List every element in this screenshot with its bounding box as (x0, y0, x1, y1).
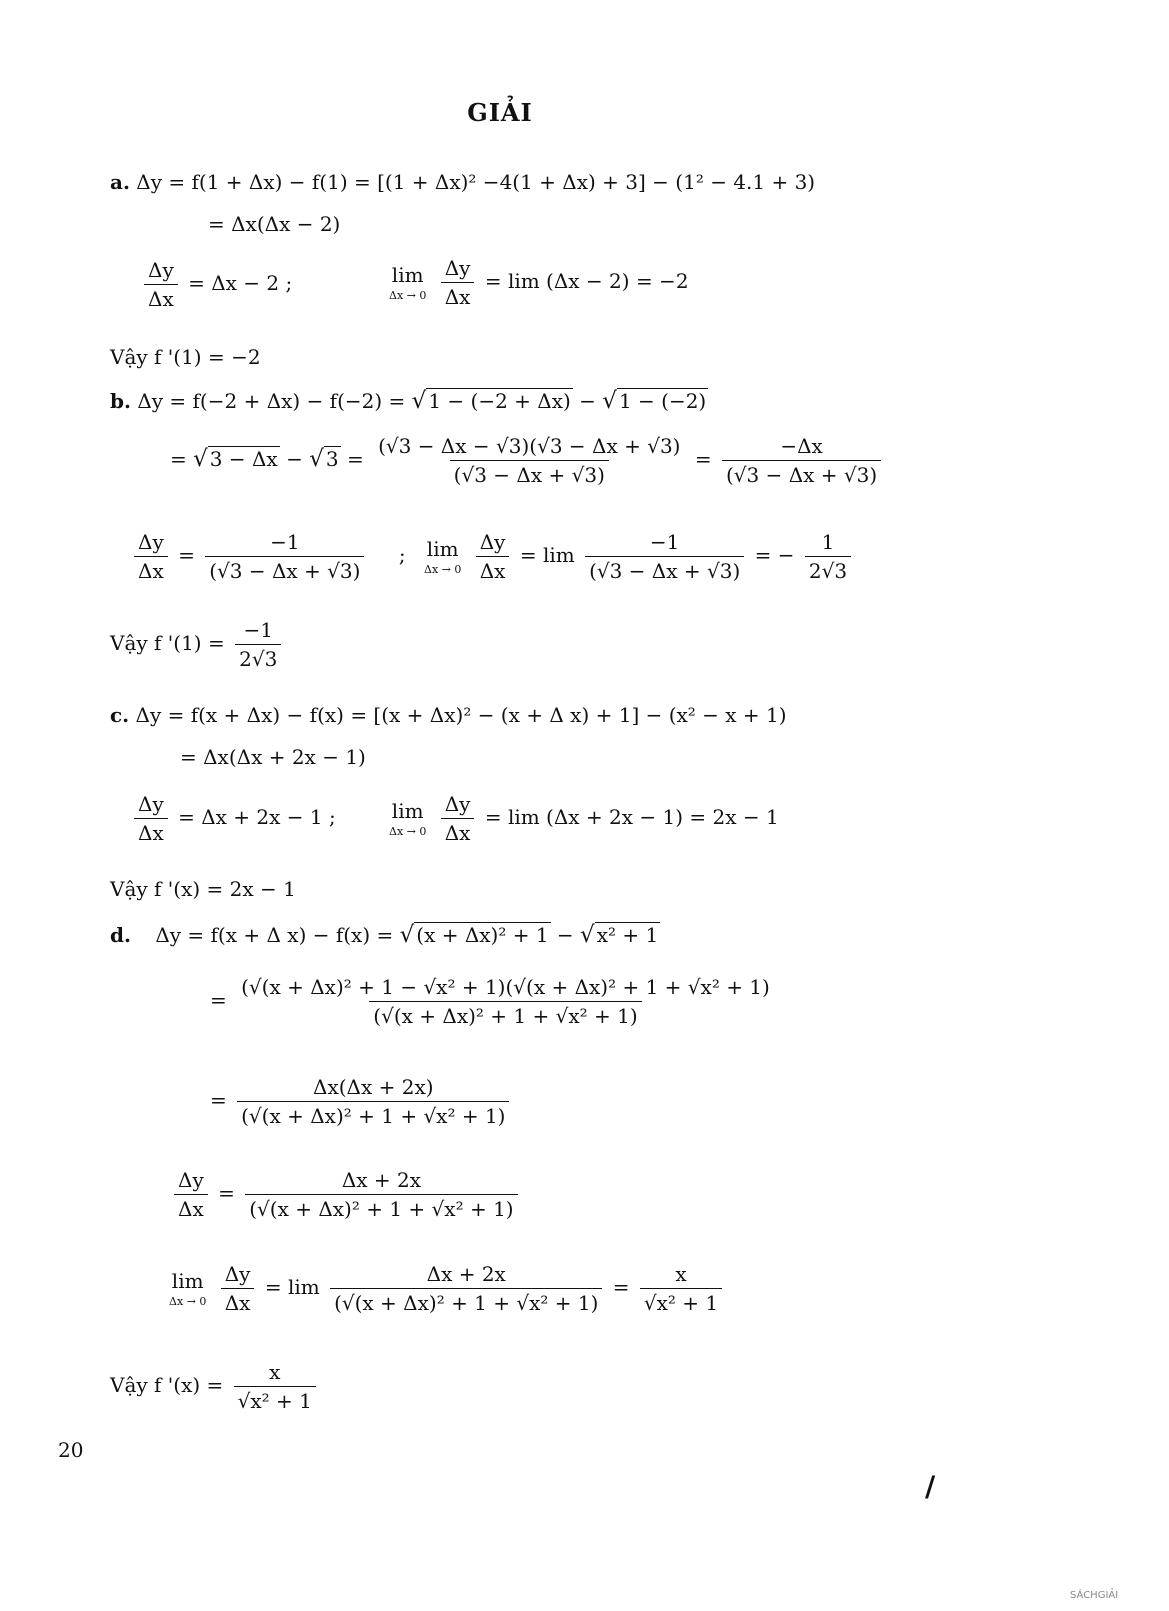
watermark-logo: SÁCHGIẢI (1070, 1590, 1119, 1601)
part-b-fraction-5: $\frac{1}{2√3}$ (805, 530, 851, 583)
part-b-fraction-4: $\frac{-1}{(√3 - \Delta x + √3)}$ (585, 530, 744, 583)
margin-mark: / (925, 1470, 936, 1503)
part-d-fraction-3: $\frac{\Delta x + 2x}{\text{(√(x + Δx)² + 1 + √x² + 1)}}$ (245, 1168, 517, 1221)
part-c-line-1: c. Δy = f(x + Δx) − f(x) = [(x + Δx)² − (x + Δ x) + 1] − (x² − x + 1) (110, 703, 787, 727)
page-number: 20 (58, 1438, 84, 1462)
part-c-ratio: $\frac{\Delta y}{\Delta x}$ = Δx + 2x − 1 ; (130, 792, 336, 845)
solution-title: GIẢI (467, 98, 533, 127)
part-b-conclusion: Vậy f '(1) = $\frac{-1}{2√3}$ (110, 618, 285, 671)
part-d-limit: lim Δx → 0 $\frac{\Delta y}{\Delta x}$ = lim $\frac{\Delta x + 2x}{\text{(√(x + Δx)² + 1 + √x² + 1)}}$ = $\frac{x}{\text{√x² + 1}}$ (165, 1262, 726, 1315)
part-a-delta-y: Δy = f(1 + Δx) − f(1) = [(1 + Δx)² −4(1 + Δx) + 3] − (1² − 4.1 + 3) (136, 170, 816, 194)
part-a-limit: lim Δx → 0 $\frac{\Delta y}{\Delta x}$ = lim (Δx − 2) = −2 (389, 256, 689, 309)
part-d-line-3: = $\frac{\Delta x(\Delta x + 2x)}{\text{(√(x + Δx)² + 1 + √x² + 1)}}$ (210, 1075, 513, 1128)
part-b-fraction-3: $\frac{-1}{(√3 - \Delta x + √3)}$ (205, 530, 364, 583)
part-c-limit: lim Δx → 0 $\frac{\Delta y}{\Delta x}$ = lim (Δx + 2x − 1) = 2x − 1 (389, 792, 779, 845)
part-b-line-2: = √ 3 − Δx − √ 3 = $\frac{(√3 - \Delta x - √3)(√3 - \Delta x + √3)}{(√3 - \Delta x + √3)}$ = $\frac{-\Delta x}{(√3 - \Delta x + √3)}$ (170, 434, 885, 487)
part-b-label: b. (110, 389, 131, 413)
part-d-fraction-4: $\frac{\Delta x + 2x}{\text{(√(x + Δx)² + 1 + √x² + 1)}}$ (330, 1262, 602, 1315)
part-d-line-2: = $\frac{\text{(√(x + Δx)² + 1 − √x² + 1)(√(x + Δx)² + 1 + √x² + 1)}}{\text{(√(x + Δx)² + 1 + √x² + 1)}}$ (210, 975, 778, 1028)
part-d-label: d. (110, 923, 131, 947)
part-a-line-1 (110, 170, 815, 194)
part-b-limit: lim Δx → 0 $\frac{\Delta y}{\Delta x}$ = lim $\frac{-1}{(√3 - \Delta x + √3)}$ = − $\frac{1}{2√3}$ (420, 530, 855, 583)
part-b-fraction-1: $\frac{(√3 - \Delta x - √3)(√3 - \Delta x + √3)}{(√3 - \Delta x + √3)}$ (378, 434, 681, 487)
part-d-conclusion: Vậy f '(x) = $\frac{x}{\text{√x² + 1}}$ (110, 1360, 320, 1413)
part-c-line-2: = Δx(Δx + 2x − 1) (180, 745, 366, 769)
part-a-line-2: = Δx(Δx − 2) (208, 212, 341, 236)
part-d-fraction-1: $\frac{\text{(√(x + Δx)² + 1 − √x² + 1)(√(x + Δx)² + 1 + √x² + 1)}}{\text{(√(x + Δx)² + 1 + √x² + 1)}}$ (241, 975, 770, 1028)
part-b-fraction-2: $\frac{-\Delta x}{(√3 - \Delta x + √3)}$ (722, 434, 881, 487)
part-d-fraction-2: $\frac{\Delta x(\Delta x + 2x)}{\text{(√(x + Δx)² + 1 + √x² + 1)}}$ (237, 1075, 509, 1128)
part-c-label: c. (110, 703, 130, 727)
part-d-fraction-5: $\frac{x}{\text{√x² + 1}}$ (640, 1262, 722, 1315)
part-a-ratio: $\frac{\Delta y}{\Delta x}$ = Δx − 2 ; (140, 258, 292, 311)
part-d-line-1: d. Δy = f(x + Δ x) − f(x) = √ (x + Δx)² + 1 − √ x² + 1 (110, 922, 659, 948)
part-d-ratio: $\frac{\Delta y}{\Delta x}$ = $\frac{\Delta x + 2x}{\text{(√(x + Δx)² + 1 + √x² + 1)}}$ (170, 1168, 522, 1221)
part-a-label: a. (110, 170, 130, 194)
part-a-conclusion: Vậy f '(1) = −2 (110, 345, 261, 369)
part-a-ratio-fraction: $\frac{\Delta y}{\Delta x}$ (144, 258, 178, 311)
part-b-ratio: $\frac{\Delta y}{\Delta x}$ = $\frac{-1}{(√3 - \Delta x + √3)}$ ; (130, 530, 406, 583)
part-b-line-1: b. Δy = f(−2 + Δx) − f(−2) = √ 1 − (−2 + Δx) − √ 1 − (−2) (110, 388, 707, 414)
part-c-conclusion: Vậy f '(x) = 2x − 1 (110, 877, 296, 901)
